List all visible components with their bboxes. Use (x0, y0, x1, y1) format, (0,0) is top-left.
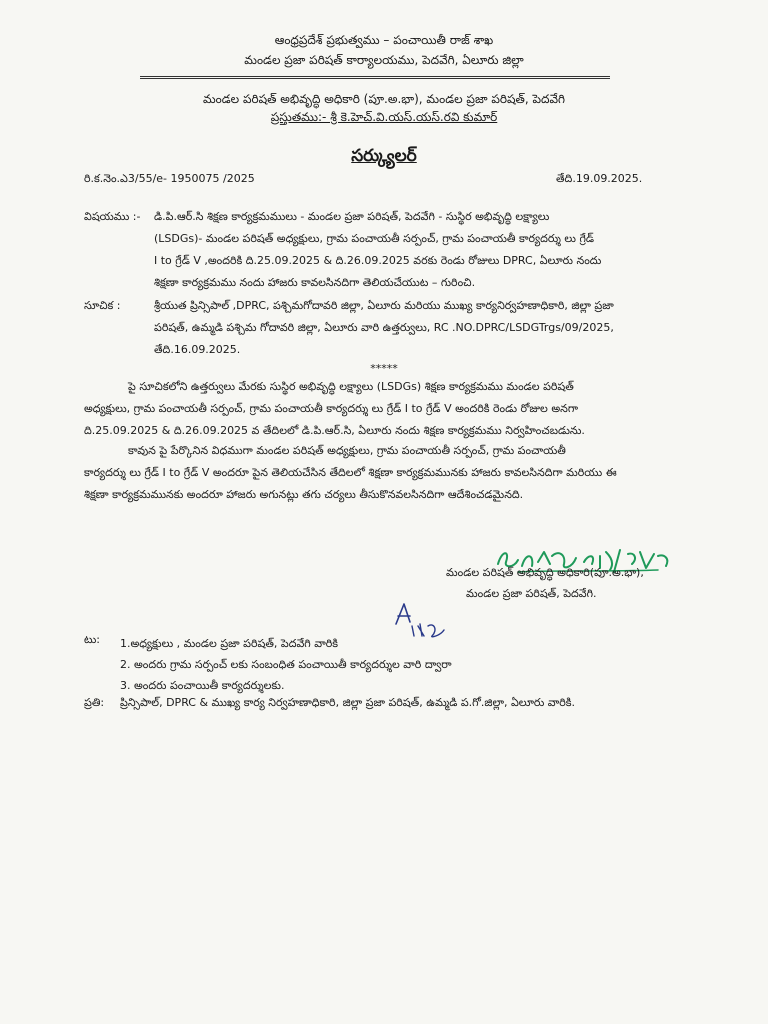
to-item: 1.అధ్యక్షులు , మండల ప్రజా పరిషత్, పెదవేగి వారికి (120, 637, 338, 650)
circular-date: తేది.19.09.2025. (556, 172, 643, 185)
subject-text (154, 206, 674, 294)
subject-label: విషయము :- (84, 210, 141, 223)
reference-line: శ్రీయుత ప్రిన్సిపాల్ ,DPRC, పశ్చిమగోదావరి జిల్లా, ఏలూరు మరియు ముఖ్య కార్యనిర్వహణాధికారి, జిల్లా ప్రజా (154, 299, 614, 312)
copy-label: ప్రతి: (84, 696, 105, 709)
header-divider (140, 76, 610, 82)
body-line: కావున పై పేర్కొనిన విధముగా మండల పరిషత్ అధ్యక్షులు, గ్రామ పంచాయతీ సర్పంచ్, గ్రామ పంచాయతీ (128, 444, 566, 457)
header-line-4 (0, 110, 768, 127)
header-line-2: మండల ప్రజా పరిషత్ కార్యాలయము, పెదవేగి, ఏలూరు జిల్లా (244, 53, 524, 67)
body-line: శిక్షణా కార్యక్రమమునకు అందరూ హాజరు అగునట్లు తగు చర్యలు తీసుకొనవలసినదిగా ఆదేశించడమైనది. (84, 488, 524, 501)
copy-text: ప్రిన్సిపాల్, DPRC & ముఖ్య కార్య నిర్వహణాధికారి, జిల్లా ప్రజా పరిషత్, ఉమ్మడి ప.గో.జిల్లా, ఏలూరు వారికి. (120, 696, 576, 709)
body-line: కార్యదర్శు లు గ్రేడ్ I to గ్రేడ్ V అందరూ పైన తెలియచేసిన తేదిలలో శిక్షణా కార్యక్రమమునకు హాజరు కావలసినదిగా మరియు ఈ (84, 466, 617, 479)
subject-line: I to గ్రేడ్ V ,అందరికి ది.25.09.2025 & ది.26.09.2025 వరకు రెండు రోజులు DPRC, ఏలూరు నందు (154, 254, 602, 267)
body-line: ది.25.09.2025 & ది.26.09.2025 వ తేదిలలో డి.పి.ఆర్.సి, ఏలూరు నందు శిక్షణ కార్యక్రమము నిర్వహించబడును. (84, 424, 585, 437)
reference-text (154, 295, 674, 361)
subject-line: (LSDGs)- మండల పరిషత్ అధ్యక్షులు, గ్రామ పంచాయతీ సర్పంచ్, గ్రామ పంచాయతీ కార్యదర్శు లు గ్రేడ్ (154, 232, 595, 245)
page-title: సర్క్యులర్ (351, 146, 417, 166)
to-list (120, 633, 600, 696)
body-line: అధ్యక్షులు, గ్రామ పంచాయతీ సర్పంచ్, గ్రామ పంచాయతీ కార్యదర్శు లు గ్రేడ్ I to గ్రేడ్ V అందరికి రెండు రోజుల అనగా (84, 402, 578, 415)
to-item: 3. అందరు పంచాయితీ కార్యదర్శులకు. (120, 679, 285, 692)
header-line-1: ఆంధ్రప్రదేశ్ ప్రభుత్వము – పంచాయితీ రాజ్ శాఖ (274, 33, 494, 47)
body-paragraph-2 (84, 440, 684, 506)
separator-stars: ***** (370, 362, 398, 375)
signature-designation: మండల పరిషత్ అభివృద్ధి అధికారి(పూ.అ.భా), (446, 566, 644, 579)
body-line: పై సూచికలోని ఉత్తర్వులు మేరకు సుస్థిర అభివృద్ధి లక్ష్యాలు (LSDGs) శిక్షణ కార్యక్రమము మండల పరిషత్ (128, 380, 574, 393)
reference-line: తేది.16.09.2025. (154, 343, 241, 356)
subject-line: శిక్షణా కార్యక్రమము నందు హాజరు కావలసినదిగా తెలియచేయుట – గురించి. (154, 276, 476, 289)
body-paragraph-1 (84, 376, 684, 442)
signature-office: మండల ప్రజా పరిషత్, పెదవేగి. (466, 587, 597, 600)
header-line-3: మండల పరిషత్ అభివృద్ధి అధికారి (పూ.అ.భా), మండల ప్రజా పరిషత్, పెదవేగి (202, 92, 566, 106)
reference-label: సూచిక : (84, 299, 121, 312)
subject-line: డి.పి.ఆర్.సి శిక్షణ కార్యక్రమములు - మండల ప్రజా పరిషత్, పెదవేగి - సుస్థిర అభివృద్ధి లక్ష్యాలు (154, 210, 550, 223)
to-label: టు: (84, 633, 101, 646)
to-item: 2. అందరు గ్రామ సర్పంచ్ లకు సంబంధిత పంచాయితీ కార్యదర్శుల వారి ద్వారా (120, 658, 452, 671)
reference-number: రి.క.నెం.ఎ3/55/e- 1950075 /2025 (84, 172, 255, 185)
current-officer: ప్రస్తుతము:- శ్రీ కె.హెచ్.వి.యస్.యస్.రవి కుమార్ (270, 110, 498, 124)
reference-line: పరిషత్, ఉమ్మడి పశ్చిమ గోదావరి జిల్లా, ఏలూరు వారి ఉత్తర్వులు, RC .NO.DPRC/LSDGTrgs/09/2025, (154, 321, 614, 334)
